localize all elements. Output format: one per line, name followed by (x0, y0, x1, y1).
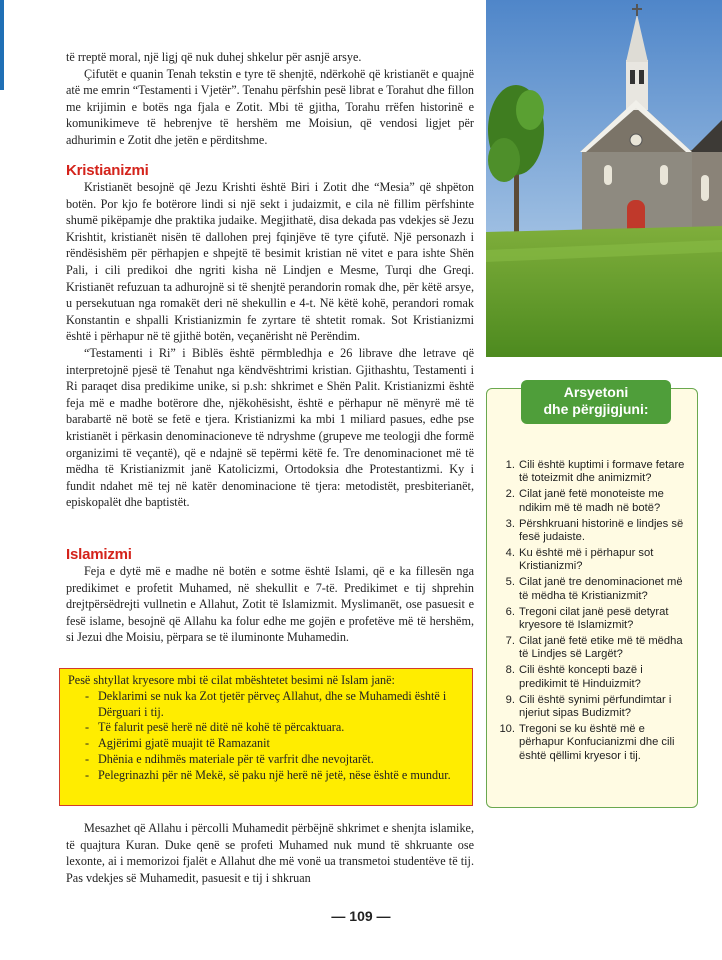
question-number: 4. (505, 546, 515, 559)
five-pillars-intro: Pesë shtyllat kryesore mbi të cilat mbështetet besimi në Islam janë: (68, 673, 395, 687)
question-item (497, 694, 689, 721)
question-number: 10. (499, 722, 515, 735)
questions-box (486, 384, 698, 808)
church-photo (486, 0, 722, 357)
christianity-paragraph: Kristianët besojnë që Jezu Krishti është Biri i Zotit dhe “Mesia” që shpëton botën. Por kjo fe botërore lindi si një sekt i judaizmit, e cila në fillim përfshinte shumë pikëpamje dhe praktika judaike. Megjithatë, disa dekada pas vdekjes së Jezu Krishtit, kristianët nisën të dallohen prej fqinjëve të tyre çifutë. Një personazh i rëndësishëm për përhapjen e shpejtë të besimit kristian në vitet e para ishte Shën Pali, i cili predikoi dhe ngriti kisha në Lindjen e Mesme, Turqi dhe Greqi. Kristianët refuzuan ta adhurojnë si të shenjtë perandorin romak dhe, për këtë arsye, u persekutuan nga romakët deri në shekullin e 4-t. Në këtë kohë, perandori romak Konstantin e shpalli Kristianizmin fe zyrtare të shtetit romak. Sot Kristianizmi është i përhapur në të gjithë botën, veçanërisht në Perëndim. (66, 180, 474, 344)
question-text: Cili është kuptimi i formave fetare të toteizmit dhe animizmit? (519, 459, 685, 485)
intro-paragraph: të rreptë moral, një ligj që nuk duhej shkelur për asnjë arsye. (66, 50, 362, 64)
page-number: — 109 — (331, 908, 391, 924)
question-number: 3. (505, 517, 515, 530)
question-number: 2. (505, 488, 515, 501)
intro-paragraph: Çifutët e quanin Tenah tekstin e tyre të shenjtë, ndërkohë që kristianët e quajnë atë me emrin “Testamenti i Vjetër”. Tenahu përfshin pesë librat e Torahut dhe fillon me krijimin e botës nga fjala e Zotit. Mbi të gjitha, Torahu rrëfen historinë e komunikimeve të hebrenjve të hershëm me Moisiun, që vendosi ligjet për adhurimin e Zotit dhe jetën e përditshme. (66, 66, 474, 147)
question-item (497, 606, 689, 633)
question-number: 1. (505, 459, 515, 471)
questions-title: Arsyetoni dhe përgjigjuni: (521, 380, 671, 424)
question-text: Cili është synimi përfundimtar i njeriut sipas Budizmit? (519, 693, 672, 719)
questions-list (497, 459, 689, 766)
church-illustration (486, 0, 722, 357)
islam-paragraph: Feja e dytë më e madhe në botën e sotme është Islami, që e ka fillesën nga predikimet e profetit Muhamed, në shekullit e 7-të. Predikimet e tij shprehin drejtpërsëdrejti vullnetin e Allahut, Zotit të Islamizmit. Myslimanët, ose pasuesit e fesë islame, besojnë që Allahu ka folur edhe me gojën e profetëve më të hershëm, si Jezui dhe Moisiu, përpara se të iluminonte Muhamedin. (66, 564, 474, 645)
question-text: Cilat janë fetë etike më të mëdha të Lindjes së Largët? (519, 634, 683, 661)
christianity-heading: Kristianizmi (66, 162, 149, 179)
question-text: Tregoni se ku është më e përhapur Konfucianizmi dhe cili është qëllimi kryesor i tij. (519, 722, 675, 762)
question-item (497, 488, 689, 515)
question-item (497, 723, 689, 763)
question-item (497, 576, 689, 603)
intro-section (66, 49, 474, 149)
question-item (497, 459, 689, 486)
five-pillars-box (59, 668, 473, 806)
christianity-section (66, 162, 474, 511)
question-item (497, 547, 689, 574)
question-number: 6. (505, 605, 515, 618)
list-item: - Agjërimi gjatë muajit të Ramazanit (84, 736, 270, 751)
list-item: - Deklarimi se nuk ka Zot tjetër përveç Allahut, dhe se Muhamedi është i Dërguari i tij. (84, 688, 447, 719)
question-item (497, 664, 689, 691)
question-text: Tregoni cilat janë pesë detyrat kryesore të Islamizmit? (519, 605, 669, 631)
question-item (497, 518, 689, 545)
question-number: 8. (505, 664, 515, 677)
list-item: - Dhënia e ndihmës materiale për të varfrit dhe nevojtarët. (84, 751, 374, 766)
list-item: - Të falurit pesë herë në ditë në kohë të përcaktuara. (84, 720, 345, 735)
question-item (497, 635, 689, 662)
question-text: Cilat janë fetë monoteiste me ndikim më të madh në botë? (519, 488, 664, 514)
question-number: 7. (505, 634, 515, 647)
five-pillars-list (68, 689, 464, 784)
question-number: 5. (505, 576, 515, 589)
christianity-paragraph: “Testamenti i Ri” i Biblës është përmbledhja e 26 librave dhe letrave që interpretojnë pjesë të Tenahut nga këndvështrimi kristian. Gjithashtu, Testamenti i Ri paraqet disa predikime unike, si p.sh: shkrimet e Shën Palit. Kristianizmi është feja më e madhe botërore dhe, njëkohësisht, është e përhapur në mënyrë më të barabartë në botë se fetë e tjera. Kristianizmi ka mbi 1 miliard pasues, edhe pse kristianët i përkasin denominacioneve të ndryshme (grupeve me teologji dhe formë organizimi të veçantë), që e ndajnë së tepërmi këtë fe. Tre denominacionet më të mëdha të Kristianizmit janë Katolicizmi, Ortodoksia dhe Protestantizmi. Ky i fundit ndahet më tej në katër denominacione të tjera: metodistët, presbiterianët, episkopalët dhe baptistët. (66, 345, 474, 510)
list-item: - Pelegrinazhi për në Mekë, së paku një herë në jetë, nëse është e mundur. (84, 767, 451, 782)
islam-closing-section (66, 820, 474, 886)
page-edge-accent (0, 0, 4, 90)
islam-closing-paragraph: Mesazhet që Allahu i përcolli Muhamedit përbëjnë shkrimet e shenjta islamike, të quajtura Kuran. Duke qenë se profeti Muhamed nuk mund të shkruante ose lexonte, ai i memorizoi fjalët e Allahut dhe më vonë ua transmetoi studentëve të tij. Pas vdekjes së Muhamedit, pasuesit e tij i shkruan (66, 821, 474, 885)
question-text: Cili është koncepti bazë i predikimit të Hinduizmit? (519, 664, 643, 690)
question-number: 9. (505, 693, 515, 706)
islam-heading: Islamizmi (66, 546, 132, 563)
question-text: Cilat janë tre denominacionet më të mëdha të Kristianizmit? (519, 576, 683, 602)
question-text: Ku është më i përhapur sot Kristianizmi? (519, 546, 654, 573)
islam-section (66, 546, 474, 646)
question-text: Përshkruani historinë e lindjes së fesë judaiste. (519, 517, 684, 544)
